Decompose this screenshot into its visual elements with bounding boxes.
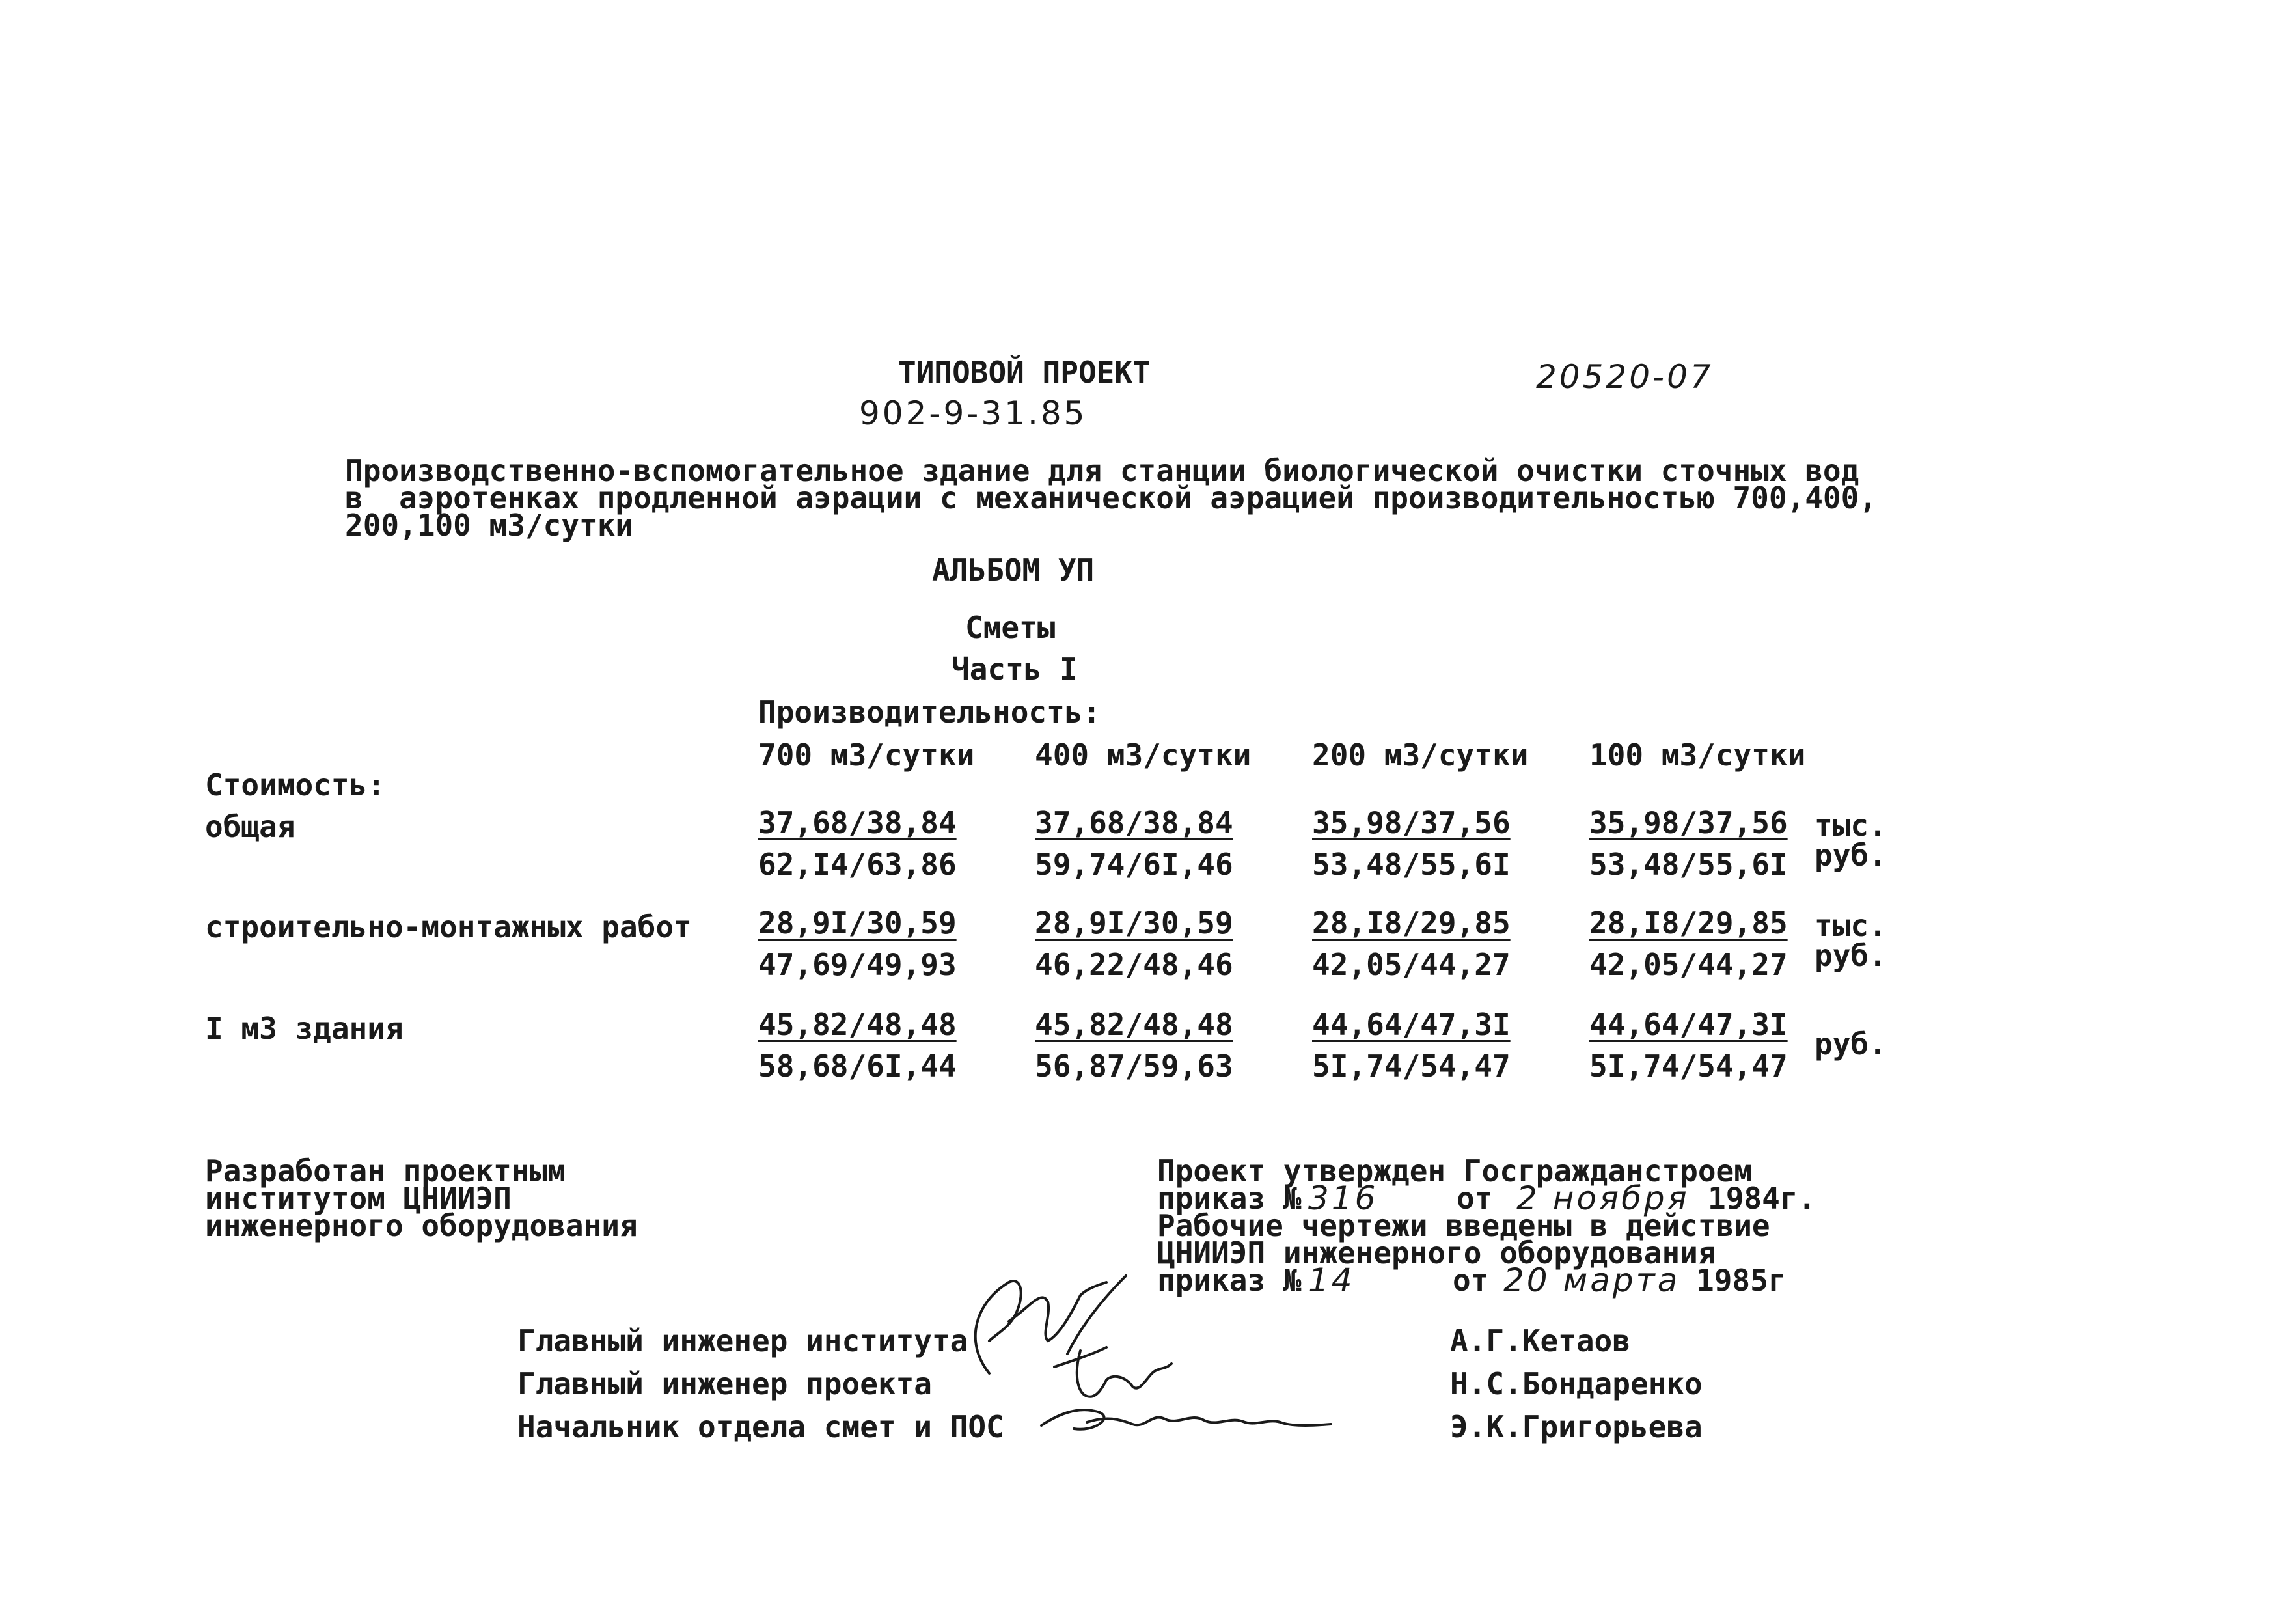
value-perm3-100-bottom: 5I,74/54,47 bbox=[1589, 1049, 1788, 1084]
approval-order1-number: 316 bbox=[1308, 1179, 1378, 1217]
unit-total-thousand: тыс. bbox=[1815, 808, 1887, 843]
value-construction-100-bottom: 42,05/44,27 bbox=[1589, 947, 1788, 982]
value-total-700-bottom: 62,I4/63,86 bbox=[758, 847, 957, 882]
value-perm3-200-bottom: 5I,74/54,47 bbox=[1312, 1049, 1511, 1084]
signature-name-project: Н.С.Бондаренко bbox=[1450, 1366, 1703, 1401]
signature-name-estimates: Э.К.Григорьева bbox=[1450, 1409, 1703, 1444]
approval-order2-year: 1985г bbox=[1696, 1263, 1787, 1298]
approval-order1-from: от bbox=[1457, 1181, 1493, 1216]
description-line-2: в аэротенках продленной аэрации с механической аэрацией производительностью 700,400, bbox=[345, 480, 1878, 516]
value-total-400-bottom: 59,74/6I,46 bbox=[1035, 847, 1233, 882]
column-header-700: 700 м3/сутки bbox=[758, 737, 975, 773]
value-perm3-400-top: 45,82/48,48 bbox=[1035, 1007, 1233, 1042]
approval-order2-date: 20 марта bbox=[1503, 1261, 1680, 1299]
approval-order1-year: 1984г. bbox=[1708, 1181, 1816, 1216]
column-header-200: 200 м3/сутки bbox=[1312, 737, 1529, 773]
cost-label: Стоимость: bbox=[205, 767, 385, 803]
approval-line-3: Рабочие чертежи введены в действие bbox=[1157, 1208, 1770, 1243]
value-construction-100-top: 28,I8/29,85 bbox=[1589, 905, 1788, 941]
developer-line-2: институтом ЦНИИЭП bbox=[205, 1181, 512, 1216]
row-label-total: общая bbox=[205, 809, 295, 844]
approval-line-4: ЦНИИЭП инженерного оборудования bbox=[1157, 1235, 1716, 1271]
unit-construction-rub: руб. bbox=[1815, 938, 1887, 973]
row-label-construction: строительно-монтажных работ bbox=[205, 909, 692, 944]
type-project-title: ТИПОВОЙ ПРОЕКТ bbox=[898, 355, 1151, 390]
unit-construction-thousand: тыс. bbox=[1815, 908, 1887, 943]
signature-position-institute: Главный инженер института bbox=[517, 1323, 968, 1358]
value-construction-700-bottom: 47,69/49,93 bbox=[758, 947, 957, 982]
part-title: Часть I bbox=[952, 652, 1078, 687]
value-total-100-bottom: 53,48/55,6I bbox=[1589, 847, 1788, 882]
column-header-400: 400 м3/сутки bbox=[1035, 737, 1252, 773]
value-perm3-200-top: 44,64/47,3I bbox=[1312, 1007, 1511, 1042]
value-total-200-bottom: 53,48/55,6I bbox=[1312, 847, 1511, 882]
approval-order1-prefix: приказ № bbox=[1157, 1181, 1302, 1216]
signature-estimates-handwritten bbox=[1035, 1393, 1334, 1452]
column-header-100: 100 м3/сутки bbox=[1589, 737, 1806, 773]
value-perm3-700-top: 45,82/48,48 bbox=[758, 1007, 957, 1042]
value-total-400-top: 37,68/38,84 bbox=[1035, 805, 1233, 840]
signature-position-estimates: Начальник отдела смет и ПОС bbox=[517, 1409, 1004, 1444]
value-construction-200-top: 28,I8/29,85 bbox=[1312, 905, 1511, 941]
approval-order2-number: 14 bbox=[1308, 1261, 1355, 1299]
value-construction-200-bottom: 42,05/44,27 bbox=[1312, 947, 1511, 982]
approval-line-1: Проект утвержден Госгражданстроем bbox=[1157, 1153, 1752, 1189]
approval-order1-date: 2 ноября bbox=[1516, 1179, 1690, 1217]
approval-order2-from: от bbox=[1453, 1263, 1489, 1298]
value-construction-700-top: 28,9I/30,59 bbox=[758, 905, 957, 941]
project-code: 902-9-31.85 bbox=[859, 394, 1088, 432]
unit-perm3-rub: руб. bbox=[1815, 1026, 1887, 1062]
developer-line-3: инженерного оборудования bbox=[205, 1208, 638, 1243]
value-total-700-top: 37,68/38,84 bbox=[758, 805, 957, 840]
value-perm3-400-bottom: 56,87/59,63 bbox=[1035, 1049, 1233, 1084]
signature-name-institute: А.Г.Кетаов bbox=[1450, 1323, 1630, 1358]
description-line-3: 200,100 м3/сутки bbox=[345, 508, 634, 543]
value-perm3-100-top: 44,64/47,3I bbox=[1589, 1007, 1788, 1042]
row-label-per-m3: I м3 здания bbox=[205, 1011, 404, 1046]
smety-title: Сметы bbox=[965, 610, 1056, 645]
album-title: АЛЬБОМ УП bbox=[932, 553, 1095, 588]
value-construction-400-top: 28,9I/30,59 bbox=[1035, 905, 1233, 941]
productivity-label: Производительность: bbox=[758, 695, 1101, 730]
value-total-100-top: 35,98/37,56 bbox=[1589, 805, 1788, 840]
approval-order2-prefix: приказ № bbox=[1157, 1263, 1302, 1298]
description-line-1: Производственно-вспомогательное здание для станции биологической очистки сточных вод bbox=[345, 453, 1859, 488]
value-total-200-top: 35,98/37,56 bbox=[1312, 805, 1511, 840]
value-construction-400-bottom: 46,22/48,46 bbox=[1035, 947, 1233, 982]
unit-total-rub: руб. bbox=[1815, 838, 1887, 873]
signature-position-project: Главный инженер проекта bbox=[517, 1366, 932, 1401]
document-number: 20520-07 bbox=[1536, 358, 1714, 396]
value-perm3-700-bottom: 58,68/6I,44 bbox=[758, 1049, 957, 1084]
developer-line-1: Разработан проектным bbox=[205, 1153, 566, 1189]
